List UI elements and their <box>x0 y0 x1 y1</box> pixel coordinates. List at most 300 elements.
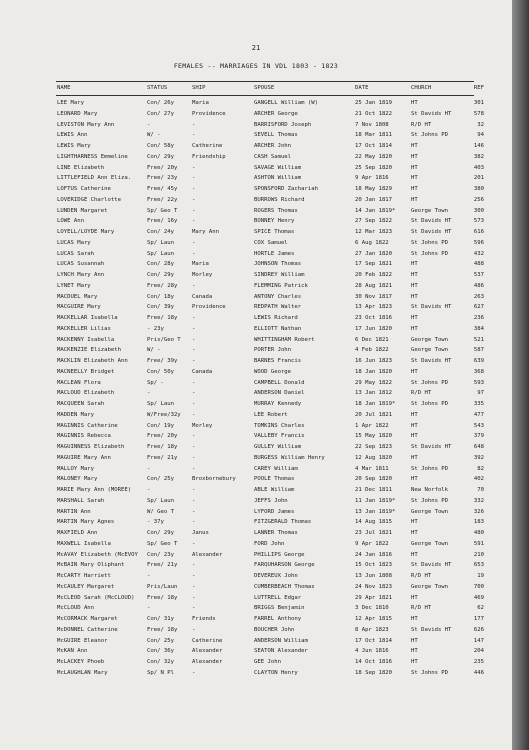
cell-date: 13 Jan 1812 <box>355 390 393 397</box>
cell-church: HT <box>411 616 418 622</box>
cell-date: 9 Apr 1822 <box>355 540 389 547</box>
cell-ref: 300 <box>473 207 484 214</box>
cell-date: 17 Jun 1820 <box>355 325 393 332</box>
cell-ship: Catherine <box>192 637 223 644</box>
cell-status: Con/ 29y <box>147 530 174 536</box>
cell-date: 17 Sep 1821 <box>355 261 393 268</box>
cell-date: 17 Oct 1814 <box>355 637 393 644</box>
cell-date: 29 Apr 1821 <box>355 594 393 601</box>
cell-spouse: FARREL Anthony <box>254 616 302 622</box>
cell-ref: 486 <box>473 282 484 289</box>
cell-status: Con/ 32y <box>147 659 174 665</box>
cell-church: R/D HT <box>411 573 432 579</box>
cell-spouse: SPONSFORD Zachariah <box>254 186 318 192</box>
cell-name: McCLEOD Sarah (McCLOUD) <box>57 594 135 601</box>
cell-church: St Johns PD <box>411 132 449 139</box>
cell-ref: 301 <box>473 100 484 106</box>
cell-date: 21 Oct 1822 <box>355 110 393 117</box>
header-date: DATE <box>355 85 369 91</box>
cell-name: MARIE Mary Ann (MOREE) <box>57 487 132 493</box>
cell-ship: - <box>192 454 196 461</box>
cell-date: 15 May 1820 <box>355 433 393 440</box>
cell-status: Sp/ Geo T <box>147 540 178 547</box>
cell-church: HT <box>411 530 418 536</box>
cell-name: McAVAY Elizabeth (McEVOY <box>57 551 138 558</box>
cell-ref: 236 <box>473 315 484 321</box>
cell-ref: 446 <box>473 669 484 676</box>
cell-name: McCORMACK Margaret <box>57 616 118 622</box>
cell-status: Free/ 20y <box>147 164 178 171</box>
cell-ship: - <box>192 379 196 386</box>
cell-name: McKAN Ann <box>57 648 88 655</box>
cell-spouse: POOLE Thomas <box>254 476 295 483</box>
cell-ref: 700 <box>473 583 484 590</box>
cell-church: St Davids HT <box>411 304 452 311</box>
cell-church: HT <box>411 100 418 106</box>
cell-status: Free/ 20y <box>147 433 178 440</box>
cell-spouse: FORD John <box>254 540 285 547</box>
cell-ship: Morley <box>192 422 213 429</box>
cell-date: 20 Jul 1821 <box>355 411 393 418</box>
cell-ref: 626 <box>473 626 484 633</box>
cell-church: St Davids HT <box>411 229 452 235</box>
cell-name: LUCAS Mary <box>57 239 91 246</box>
cell-date: 27 Jan 1820 <box>355 250 393 257</box>
cell-date: 14 Jan 1819* <box>355 207 396 214</box>
cell-ref: 480 <box>473 530 484 536</box>
cell-ship: Maria <box>192 100 209 106</box>
cell-ref: 402 <box>473 476 484 483</box>
cell-spouse: CAMPBELL Donald <box>254 379 305 386</box>
cell-name: LEWIS Mary <box>57 143 91 149</box>
cell-date: 25 Sep 1820 <box>355 164 393 171</box>
cell-spouse: CLAYTON Henry <box>254 669 298 676</box>
cell-ship: Providence <box>192 110 226 117</box>
cell-ref: 616 <box>473 229 484 235</box>
cell-church: HT <box>411 411 418 418</box>
cell-ship: - <box>192 562 196 569</box>
cell-status: W/ - <box>147 132 161 139</box>
cell-date: 6 Aug 1822 <box>355 239 389 246</box>
cell-spouse: ANDERSON Daniel <box>254 390 305 397</box>
cell-name: MACNEELLY Bridget <box>57 368 115 375</box>
cell-church: HT <box>411 648 418 655</box>
cell-ship: - <box>192 164 196 171</box>
cell-status: Free/ 18y <box>147 444 178 450</box>
cell-church: St Davids HT <box>411 110 452 117</box>
cell-spouse: SPICE Thomas <box>254 229 295 235</box>
cell-ship: - <box>192 239 196 246</box>
cell-ref: 432 <box>473 250 484 257</box>
cell-ship: - <box>192 605 196 612</box>
cell-church: R/D HT <box>411 121 432 128</box>
cell-ref: 543 <box>473 422 484 429</box>
cell-spouse: LANNER Thomas <box>254 530 298 536</box>
cell-ref: 639 <box>473 358 484 364</box>
cell-spouse: BOUCHER John <box>254 626 295 633</box>
cell-ship: Mary Ann <box>192 229 219 235</box>
cell-spouse: REDPATH Walter <box>254 304 302 311</box>
cell-church: New Norfolk <box>411 487 449 493</box>
cell-name: MACGUIRE Mary <box>57 304 101 311</box>
cell-spouse: ROGERS Thomas <box>254 207 298 214</box>
cell-ref: 488 <box>473 261 484 268</box>
cell-date: 24 Nov 1823 <box>355 583 393 590</box>
cell-ref: 596 <box>473 239 484 246</box>
cell-name: LUCAS Susannah <box>57 261 105 268</box>
cell-church: St Johns PD <box>411 379 449 386</box>
cell-ship: - <box>192 121 196 128</box>
cell-church: George Town <box>411 207 449 214</box>
cell-name: LEE Mary <box>57 100 84 106</box>
cell-spouse: GANGELL William (W) <box>254 100 318 106</box>
cell-church: HT <box>411 261 418 268</box>
cell-ship: - <box>192 325 196 332</box>
cell-church: HT <box>411 282 418 289</box>
cell-ship: - <box>192 594 196 601</box>
cell-status: Sp/ Laun <box>147 401 174 407</box>
cell-spouse: ANTONY Charles <box>254 293 302 300</box>
cell-date: 24 Jan 1816 <box>355 551 393 558</box>
cell-spouse: JOHNSON Thomas <box>254 261 302 268</box>
cell-name: MACKELLAR Isabella <box>57 315 118 321</box>
cell-date: 20 Feb 1822 <box>355 272 393 278</box>
cell-church: HT <box>411 422 418 429</box>
cell-spouse: SAVAGE William <box>254 164 302 171</box>
cell-status: Con/ 28y <box>147 261 174 268</box>
page-number: 21 <box>251 44 261 52</box>
cell-spouse: BARNES Francis <box>254 358 302 364</box>
cell-ref: 332 <box>473 497 484 504</box>
cell-ref: 379 <box>473 433 484 440</box>
cell-name: McLAUGHLAN Mary <box>57 669 108 676</box>
cell-ship: - <box>192 465 196 472</box>
cell-date: 6 Dec 1821 <box>355 336 389 343</box>
cell-church: HT <box>411 186 418 192</box>
cell-status: W/ Geo T <box>147 508 174 515</box>
cell-name: McBAIN Mary Oliphant <box>57 562 125 569</box>
cell-spouse: WHITTINGHAM Robert <box>254 336 315 343</box>
cell-church: St Johns PD <box>411 497 449 504</box>
cell-spouse: BONNEY Henry <box>254 218 295 225</box>
cell-name: LOYELL/LOYDE Mary <box>57 229 115 235</box>
cell-date: 18 May 1829 <box>355 186 393 192</box>
cell-ship: Maria <box>192 261 209 268</box>
cell-ref: 384 <box>473 325 484 332</box>
cell-status: - <box>147 487 151 493</box>
cell-spouse: PHILLIPS George <box>254 551 305 558</box>
cell-name: MAXFIELD Ann <box>57 530 98 536</box>
cell-ref: 147 <box>473 637 484 644</box>
cell-name: LOVERIDGE Charlotte <box>57 196 121 203</box>
cell-ship: - <box>192 186 196 192</box>
cell-ship: Canada <box>192 368 213 375</box>
cell-ship: - <box>192 573 196 579</box>
cell-spouse: DEVEREUX John <box>254 573 298 579</box>
cell-date: 17 Oct 1814 <box>355 143 393 149</box>
header-spouse: SPOUSE <box>254 85 275 91</box>
cell-spouse: ABLE William <box>254 487 295 493</box>
cell-ref: 573 <box>473 218 484 225</box>
header-rule <box>56 95 474 96</box>
cell-date: 14 Aug 1815 <box>355 519 393 526</box>
cell-ship: Alexander <box>192 551 223 558</box>
cell-status: Con/ 27y <box>147 110 174 117</box>
cell-ship: Providence <box>192 304 226 311</box>
cell-church: HT <box>411 315 418 321</box>
cell-date: 25 Jan 1819 <box>355 100 393 106</box>
cell-ship: - <box>192 508 196 515</box>
cell-status: Free/ 22y <box>147 196 178 203</box>
cell-status: Sp/ N Pl <box>147 669 174 676</box>
cell-spouse: BURROWS Richard <box>254 196 305 203</box>
cell-spouse: MURRAY Kennedy <box>254 401 302 407</box>
cell-ref: 537 <box>473 272 484 278</box>
cell-ref: 627 <box>473 304 484 311</box>
header-ship: SHIP <box>192 85 206 91</box>
cell-date: 18 Jan 1820 <box>355 368 393 375</box>
cell-name: McGUIRE Eleanor <box>57 637 108 644</box>
cell-status: Sp/ Laun <box>147 239 174 246</box>
cell-name: MAGINNIS Rebecca <box>57 433 111 440</box>
cell-ship: Alexander <box>192 648 223 655</box>
cell-name: LUNDEN Margaret <box>57 207 108 214</box>
cell-status: Con/ 36y <box>147 648 174 655</box>
cell-name: LEWIS Ann <box>57 132 88 139</box>
cell-ref: 201 <box>473 175 484 182</box>
cell-ref: 382 <box>473 153 484 160</box>
cell-name: McCAULEY Margaret <box>57 583 115 590</box>
cell-status: - 37y <box>147 519 164 526</box>
cell-date: 23 Jul 1821 <box>355 530 393 536</box>
cell-spouse: ARCHER John <box>254 143 292 149</box>
cell-name: LIGHTHARNESS Emmeline <box>57 153 128 160</box>
cell-spouse: SEATON Alexander <box>254 648 308 655</box>
cell-ship: Friends <box>192 616 216 622</box>
cell-ref: 146 <box>473 143 484 149</box>
cell-spouse: ARCHER George <box>254 110 298 117</box>
cell-date: 21 Dec 1811 <box>355 487 393 493</box>
cell-church: George Town <box>411 540 449 547</box>
cell-date: 4 Feb 1822 <box>355 347 389 354</box>
cell-status: Free/ 21y <box>147 562 178 569</box>
cell-ref: 587 <box>473 347 484 354</box>
cell-name: McDONNEL Catherine <box>57 626 118 633</box>
cell-spouse: JEFFS John <box>254 497 288 504</box>
cell-spouse: FARQUHARSON George <box>254 562 315 569</box>
cell-name: MAGUIRE Mary Ann <box>57 454 111 461</box>
cell-church: St Davids HT <box>411 218 452 225</box>
cell-ref: 32 <box>477 121 484 128</box>
cell-ref: 97 <box>477 390 484 397</box>
cell-spouse: FLEMMING Patrick <box>254 282 308 289</box>
cell-church: HT <box>411 594 418 601</box>
header-status: STATUS <box>147 85 168 91</box>
cell-name: MACQUEEN Sarah <box>57 401 105 407</box>
header-name: NAME <box>57 85 71 91</box>
cell-church: St Davids HT <box>411 562 452 569</box>
cell-ref: 648 <box>473 444 484 450</box>
cell-status: Con/ 24y <box>147 229 174 235</box>
cell-date: 9 Apr 1816 <box>355 175 389 182</box>
cell-ship: - <box>192 669 196 676</box>
cell-status: Free/ 18y <box>147 315 178 321</box>
cell-date: 13 Jun 1808 <box>355 573 393 579</box>
cell-spouse: ANDERSON William <box>254 637 308 644</box>
cell-status: - <box>147 390 151 397</box>
cell-name: MACKLIN Elizabeth Ann <box>57 358 128 364</box>
cell-date: 29 May 1822 <box>355 379 393 386</box>
cell-ship: - <box>192 196 196 203</box>
cell-name: MARTIN Mary Agnes <box>57 519 115 526</box>
cell-name: McCLOUD Ann <box>57 605 95 612</box>
cell-date: 4 Jun 1816 <box>355 648 389 655</box>
cell-church: St Johns PD <box>411 250 449 257</box>
cell-date: 1 Apr 1822 <box>355 422 389 429</box>
cell-ref: 477 <box>473 411 484 418</box>
cell-church: St Johns PD <box>411 239 449 246</box>
cell-status: - <box>147 573 151 579</box>
cell-status: Sp/ - <box>147 379 164 386</box>
cell-church: HT <box>411 153 418 160</box>
cell-ship: Morley <box>192 272 213 278</box>
cell-ship: Canada <box>192 293 213 300</box>
cell-status: - 23y <box>147 325 164 332</box>
cell-name: LUCAS Sarah <box>57 250 95 257</box>
cell-ref: 335 <box>473 401 484 407</box>
cell-church: HT <box>411 454 418 461</box>
cell-church: HT <box>411 196 418 203</box>
cell-name: MAXWELL Isabella <box>57 540 111 547</box>
cell-status: - <box>147 605 151 612</box>
cell-church: HT <box>411 551 418 558</box>
cell-name: LEONARD Mary <box>57 110 98 117</box>
cell-church: George Town <box>411 583 449 590</box>
cell-status: Con/ 50y <box>147 368 174 375</box>
cell-ship: - <box>192 626 196 633</box>
cell-status: - <box>147 121 151 128</box>
cell-date: 13 Jan 1819* <box>355 508 396 515</box>
cell-ship: - <box>192 207 196 214</box>
cell-name: LOWE Ann <box>57 218 84 225</box>
cell-ref: 263 <box>473 293 484 300</box>
cell-date: 14 Oct 1816 <box>355 659 393 665</box>
cell-status: Sp/ Laun <box>147 497 174 504</box>
cell-name: MACKENNY Isabella <box>57 336 115 343</box>
cell-name: MAGUINNESS Elizabeth <box>57 444 125 450</box>
cell-ship: - <box>192 132 196 139</box>
cell-church: HT <box>411 659 418 665</box>
cell-status: Con/ 23y <box>147 551 174 558</box>
cell-ship: - <box>192 358 196 364</box>
cell-spouse: CAREY William <box>254 465 298 472</box>
cell-church: HT <box>411 476 418 483</box>
cell-name: LOFTUS Catherine <box>57 186 111 192</box>
cell-ref: 591 <box>473 540 484 547</box>
cell-date: 12 Apr 1815 <box>355 616 393 622</box>
cell-status: Con/ 26y <box>147 100 174 106</box>
cell-ship: Friendship <box>192 153 226 160</box>
cell-date: 22 May 1820 <box>355 153 393 160</box>
cell-ship: - <box>192 315 196 321</box>
cell-date: 18 Sep 1820 <box>355 669 393 676</box>
top-rule <box>56 81 474 82</box>
cell-name: McLACKEY Phoeb <box>57 659 105 665</box>
cell-ref: 204 <box>473 648 484 655</box>
cell-ref: 578 <box>473 110 484 117</box>
cell-date: 20 Jan 1817 <box>355 196 393 203</box>
cell-ship: - <box>192 347 196 354</box>
cell-ship: - <box>192 583 196 590</box>
cell-church: HT <box>411 143 418 149</box>
cell-status: - <box>147 465 151 472</box>
cell-date: 22 Sep 1823 <box>355 444 393 450</box>
cell-date: 8 Apr 1823 <box>355 626 389 633</box>
cell-name: MACLOUD Elizabeth <box>57 390 115 397</box>
cell-name: MACLEAN Flora <box>57 379 101 386</box>
cell-church: HT <box>411 433 418 440</box>
cell-name: MARSHALL Sarah <box>57 497 105 504</box>
cell-spouse: BURGESS William Henry <box>254 454 325 461</box>
cell-ship: - <box>192 218 196 225</box>
cell-spouse: VALLEBY Francis <box>254 433 305 440</box>
cell-ship: Broxbornebury <box>192 476 236 483</box>
cell-church: HT <box>411 637 418 644</box>
cell-status: Free/ 23y <box>147 175 178 182</box>
cell-status: Free/ 39y <box>147 358 178 364</box>
cell-spouse: BRIGGS Benjamin <box>254 605 305 612</box>
cell-church: St Johns PD <box>411 669 449 676</box>
cell-spouse: TOMKINS Charles <box>254 422 305 429</box>
cell-date: 15 Oct 1823 <box>355 562 393 569</box>
cell-ref: 380 <box>473 186 484 192</box>
cell-status: W/Free/32y <box>147 411 181 418</box>
cell-date: 7 Nov 1808 <box>355 121 389 128</box>
cell-church: St Johns PD <box>411 465 449 472</box>
cell-ref: 210 <box>473 551 484 558</box>
cell-spouse: LYFORD James <box>254 508 295 515</box>
cell-church: HT <box>411 272 418 278</box>
cell-name: MADDEN Mary <box>57 411 95 418</box>
cell-ref: 177 <box>473 616 484 622</box>
cell-date: 30 Nov 1817 <box>355 293 393 300</box>
cell-status: Free/ 28y <box>147 282 178 289</box>
cell-church: R/D HT <box>411 390 432 397</box>
cell-name: MALLOY Mary <box>57 465 95 472</box>
cell-spouse: COX Samuel <box>254 239 288 246</box>
cell-status: Free/ 21y <box>147 454 178 461</box>
cell-spouse: ASHTON William <box>254 175 302 182</box>
cell-ship: Catherine <box>192 143 223 149</box>
cell-church: St Davids HT <box>411 444 452 450</box>
cell-ship: - <box>192 390 196 397</box>
cell-church: HT <box>411 368 418 375</box>
cell-ship: - <box>192 175 196 182</box>
cell-ship: - <box>192 250 196 257</box>
cell-name: LYNCH Mary Ann <box>57 272 105 278</box>
cell-church: George Town <box>411 336 449 343</box>
cell-date: 27 Sep 1822 <box>355 218 393 225</box>
cell-church: HT <box>411 519 418 526</box>
cell-date: 11 Jan 1819* <box>355 497 396 504</box>
cell-ref: 653 <box>473 562 484 569</box>
cell-spouse: ELLIOTT Nathan <box>254 325 302 332</box>
cell-date: 13 Apr 1823 <box>355 304 393 311</box>
cell-ref: 392 <box>473 454 484 461</box>
cell-spouse: LEE Robert <box>254 411 288 418</box>
cell-ship: - <box>192 336 196 343</box>
cell-date: 4 Mar 1811 <box>355 465 389 472</box>
